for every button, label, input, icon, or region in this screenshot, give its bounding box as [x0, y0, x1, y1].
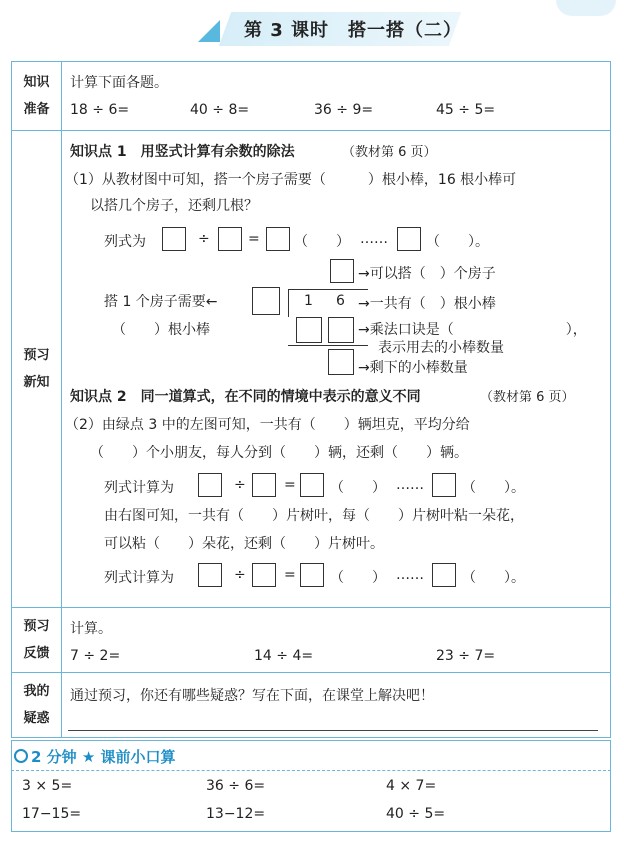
- section-label: 我的 疑惑: [12, 673, 62, 737]
- dots: ……: [360, 231, 388, 247]
- problem: 45 ÷ 5=: [436, 102, 496, 118]
- paren: （ ）: [330, 480, 386, 496]
- answer-box[interactable]: [300, 563, 324, 587]
- q1-line1: （1）从教材图中可知，搭一个房子需要（ ）根小棒，16 根小棒可: [65, 172, 517, 188]
- answer-box[interactable]: [432, 473, 456, 497]
- subtraction-line: [288, 345, 368, 346]
- q2-line1: （2）由绿点 3 中的左图可知，一共有（ ）辆坦克，平均分给: [65, 417, 470, 433]
- paren: （ ）: [294, 234, 350, 250]
- eq-sign: =: [284, 567, 296, 583]
- problem: 36 ÷ 6=: [206, 778, 266, 794]
- q1-line2: 以搭几个房子，还剩几根？: [90, 198, 258, 214]
- quotient-box[interactable]: [330, 259, 354, 283]
- section-label: 预习 新知: [12, 131, 62, 607]
- q2-line3: 由右图可知，一共有（ ）片树叶，每（ ）片树叶粘一朵花，: [104, 508, 524, 524]
- answer-box[interactable]: [162, 227, 186, 251]
- eq-sign: =: [284, 477, 296, 493]
- section-label: 知识 准备: [12, 62, 62, 130]
- title-bar: [0, 0, 624, 52]
- divisor-box[interactable]: [252, 287, 280, 315]
- knowledge-intro: 计算下面各题。: [70, 75, 168, 91]
- problem: 40 ÷ 8=: [190, 102, 250, 118]
- end-paren: （ ）。: [462, 480, 525, 496]
- mental-math-title: 2 分钟 ★ 课前小口算: [14, 746, 176, 767]
- problem: 13−12=: [206, 806, 266, 822]
- problem: 40 ÷ 5=: [386, 806, 446, 822]
- need-label-2: （ ）根小棒: [112, 322, 210, 338]
- problem: 36 ÷ 9=: [314, 102, 374, 118]
- answer-box[interactable]: [300, 473, 324, 497]
- problem: 14 ÷ 4=: [254, 648, 314, 664]
- answer-box[interactable]: [252, 563, 276, 587]
- problem: 17−15=: [22, 806, 82, 822]
- div-sign: ÷: [198, 231, 210, 247]
- preview-section: [11, 130, 611, 608]
- point2-ref: （教材第 6 页）: [480, 390, 575, 405]
- doubts-prompt: 通过预习，你还有哪些疑惑？写在下面，在课堂上解决吧！: [70, 688, 434, 704]
- end-paren: （ ）。: [426, 234, 489, 250]
- search-icon: [14, 749, 28, 763]
- point1-ref: （教材第 6 页）: [342, 145, 437, 160]
- formula-label: 列式为: [104, 234, 146, 250]
- problem: 18 ÷ 6=: [70, 102, 130, 118]
- paren: （ ）: [330, 570, 386, 586]
- dots: ……: [396, 477, 424, 493]
- problem: 3 × 5=: [22, 778, 73, 794]
- division-bar: [288, 289, 368, 290]
- annotation-rest: →剩下的小棒数量: [358, 360, 468, 376]
- dividend-digit: 1: [304, 293, 313, 309]
- annotation-houses: →可以搭（ ）个房子: [358, 266, 496, 282]
- problem: 7 ÷ 2=: [70, 648, 121, 664]
- knowledge-section: [11, 61, 611, 131]
- dots: ……: [396, 567, 424, 583]
- annotation-table: →乘法口诀是（ ），: [358, 322, 587, 338]
- title-decoration: [198, 20, 220, 42]
- section-divider: [11, 770, 611, 771]
- remainder-box[interactable]: [328, 349, 354, 375]
- product-box[interactable]: [328, 317, 354, 343]
- annotation-table-2: 表示用去的小棒数量: [378, 340, 504, 356]
- q2-line2: （ ）个小朋友，每人分到（ ）辆，还剩（ ）辆。: [90, 445, 468, 461]
- eq-sign: =: [248, 231, 260, 247]
- answer-box[interactable]: [397, 227, 421, 251]
- section-label: 预习 反馈: [12, 608, 62, 672]
- feedback-section: [11, 607, 611, 673]
- answer-box[interactable]: [198, 563, 222, 587]
- division-bracket: [288, 289, 289, 317]
- q2-line4: 可以粘（ ）朵花，还剩（ ）片树叶。: [104, 536, 384, 552]
- answer-box[interactable]: [218, 227, 242, 251]
- problem: 4 × 7=: [386, 778, 437, 794]
- annotation-total: →一共有（ ）根小棒: [358, 296, 496, 312]
- answer-box[interactable]: [266, 227, 290, 251]
- formula-label: 列式计算为: [104, 480, 174, 496]
- dividend-digit: 6: [336, 293, 345, 309]
- point2-title: 知识点 2 同一道算式，在不同的情境中表示的意义不同: [70, 389, 421, 405]
- answer-box[interactable]: [252, 473, 276, 497]
- cloud-decoration: [556, 0, 616, 16]
- problem: 23 ÷ 7=: [436, 648, 496, 664]
- doubts-section: [11, 672, 611, 738]
- feedback-intro: 计算。: [70, 621, 112, 637]
- div-sign: ÷: [234, 477, 246, 493]
- end-paren: （ ）。: [462, 570, 525, 586]
- formula-label: 列式计算为: [104, 570, 174, 586]
- answer-box[interactable]: [432, 563, 456, 587]
- need-label: 搭 1 个房子需要←: [104, 294, 218, 310]
- answer-box[interactable]: [198, 473, 222, 497]
- answer-line[interactable]: [68, 730, 598, 731]
- div-sign: ÷: [234, 567, 246, 583]
- product-box[interactable]: [296, 317, 322, 343]
- page-title: 第 3 课时 搭一搭（二）: [244, 20, 463, 41]
- point1-title: 知识点 1 用竖式计算有余数的除法: [70, 144, 295, 160]
